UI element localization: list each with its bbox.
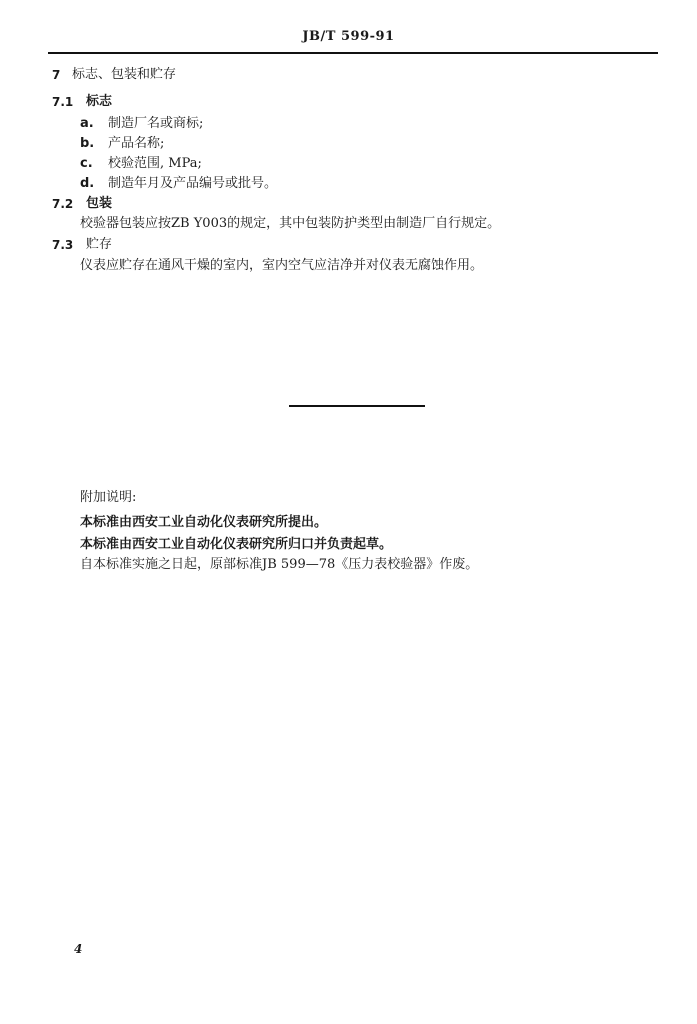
appendix-line: 自本标准实施之日起，原部标准JB 599—78《压力表校验器》作废。: [80, 557, 479, 572]
list-item-letter: d.: [80, 176, 95, 191]
end-of-text-rule: [289, 405, 425, 407]
list-item-text: 校验范围, MPa;: [108, 156, 202, 171]
appendix-title: 附加说明:: [80, 490, 137, 505]
section-7-1-number: 7.1: [52, 95, 74, 109]
section-7-title: 标志、包装和贮存: [72, 67, 177, 82]
appendix-line: 本标准由西安工业自动化仪表研究所归口并负责起草。: [80, 537, 393, 552]
section-7-3-title: 贮存: [86, 237, 113, 252]
list-item-letter: b.: [80, 136, 95, 151]
appendix-line: 本标准由西安工业自动化仪表研究所提出。: [80, 515, 328, 530]
section-7-2-number: 7.2: [52, 197, 74, 211]
section-7-2-text: 校验器包装应按ZB Y003的规定，其中包装防护类型由制造厂自行规定。: [80, 216, 501, 231]
section-7-3-text: 仪表应贮存在通风干燥的室内，室内空气应洁净并对仪表无腐蚀作用。: [80, 258, 484, 273]
standard-code: JB/T 599-91: [302, 29, 395, 44]
section-7-1-title: 标志: [86, 94, 113, 109]
section-7-2-title: 包装: [86, 196, 113, 211]
section-7-3-number: 7.3: [52, 238, 74, 252]
list-item-letter: a.: [80, 116, 94, 131]
header-rule: [48, 52, 658, 54]
section-7-number: 7: [52, 68, 61, 82]
list-item-text: 制造年月及产品编号或批号。: [108, 176, 278, 191]
list-item-text: 制造厂名或商标;: [108, 116, 204, 131]
list-item-letter: c.: [80, 156, 93, 171]
page-number: 4: [74, 942, 83, 956]
list-item-text: 产品名称;: [108, 136, 165, 151]
